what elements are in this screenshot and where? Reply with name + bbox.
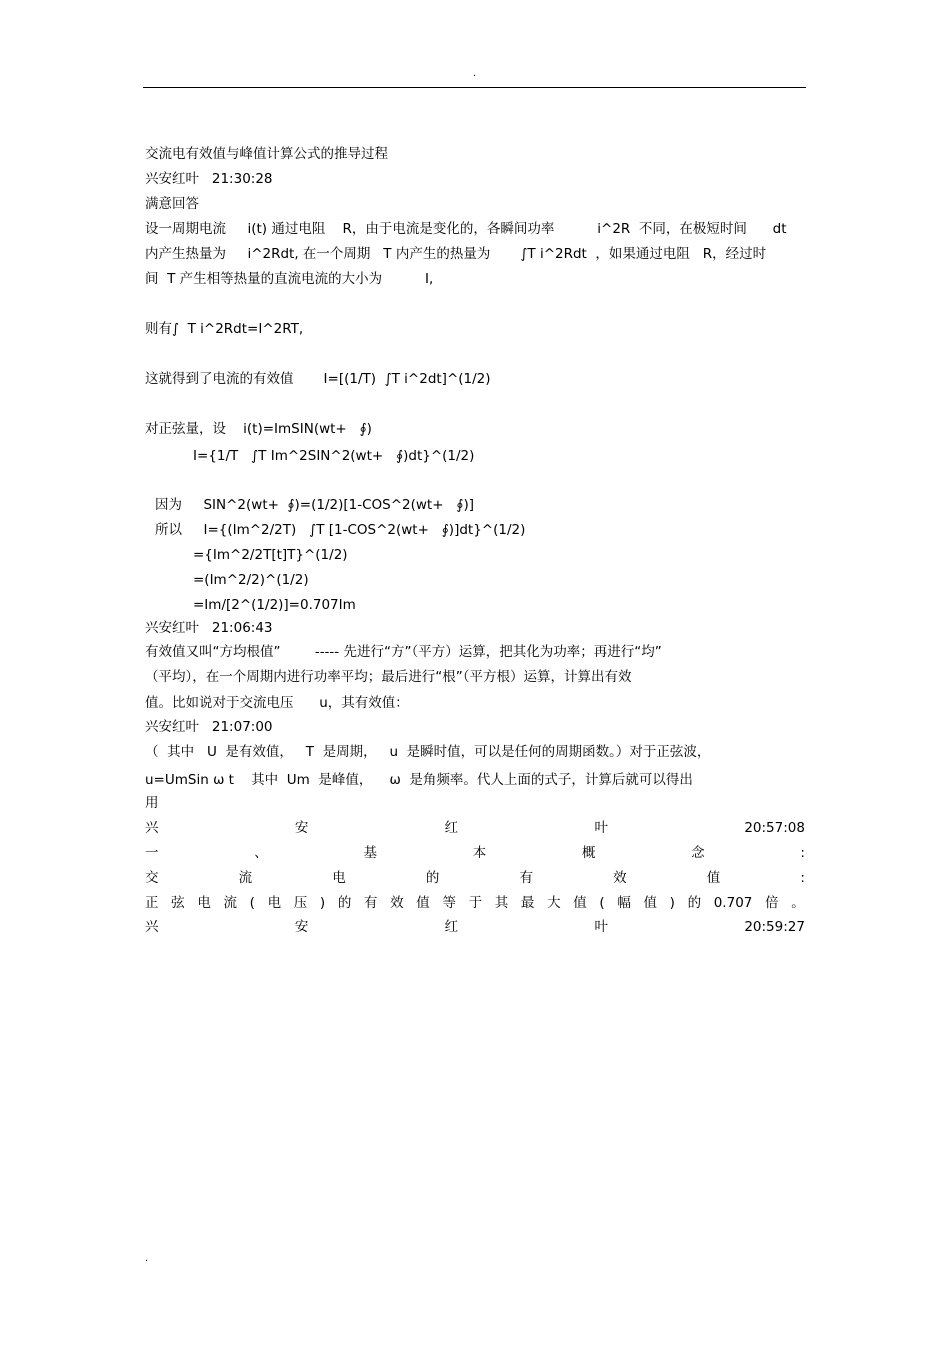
justified-token: 等 xyxy=(442,895,456,911)
formula-line: 则有∫ T i^2Rdt=I^2RT, xyxy=(145,321,304,337)
justified-token: ) xyxy=(319,895,326,911)
justified-token: 红 xyxy=(444,919,459,935)
justified-token: 压 xyxy=(293,895,308,911)
text-line: （平均），在一个周期内进行功率平均；最后进行“根”（平方根）运算，计算出有效 xyxy=(145,669,632,685)
justified-author-line xyxy=(145,819,805,837)
justified-token: 概 xyxy=(581,845,596,861)
justified-token: 安 xyxy=(294,820,309,836)
formula-line: =(Im^2/2)^(1/2) xyxy=(193,572,309,588)
justified-token: 兴 xyxy=(145,919,159,935)
document-title: 交流电有效值与峰值计算公式的推导过程 xyxy=(145,146,388,162)
justified-text-line xyxy=(145,894,805,912)
justified-token: 、 xyxy=(254,845,268,861)
text-line: 间 T 产生相等热量的直流电流的大小为 I, xyxy=(145,271,434,287)
formula-line: 因为 SIN^2(wt+ ∮)=(1/2)[1-COS^2(wt+ ∮)] xyxy=(155,497,474,513)
justified-token: 值 xyxy=(573,895,587,911)
justified-token: 值 xyxy=(416,895,430,911)
justified-token: 叶 xyxy=(594,919,608,935)
justified-token: 有 xyxy=(519,870,533,886)
justified-heading-line xyxy=(145,844,805,862)
text-line: 值。比如说对于交流电压 u，其有效值： xyxy=(145,695,409,711)
justified-token: 基 xyxy=(363,845,377,861)
justified-token: 。 xyxy=(791,895,805,911)
justified-token: 交 xyxy=(145,870,159,886)
justified-token: 效 xyxy=(613,870,627,886)
justified-token: 大 xyxy=(547,895,561,911)
justified-token: 效 xyxy=(390,895,404,911)
justified-token: 念 xyxy=(691,845,705,861)
answer-label: 满意回答 xyxy=(145,196,199,212)
justified-token: 0.707 xyxy=(713,895,753,911)
justified-token: 倍 xyxy=(765,895,779,911)
text-line: 内产生热量为 i^2Rdt, 在一个周期 T 内产生的热量为 ∫T i^2Rdt ，如果通过电阻 R，经过时 xyxy=(145,246,767,262)
justified-token: 的 xyxy=(687,895,702,911)
footer-dot: . xyxy=(145,1253,149,1264)
justified-token: 的 xyxy=(337,895,352,911)
justified-token: 其 xyxy=(494,895,509,911)
justified-token: 电 xyxy=(267,895,282,911)
author-timestamp: 兴安红叶 21:06:43 xyxy=(145,620,273,636)
text-line: 设一周期电流 i(t) 通过电阻 R，由于电流是变化的，各瞬间功率 i^2R 不同，在极短时间 dt xyxy=(145,221,787,237)
justified-token: 流 xyxy=(223,895,237,911)
formula-line: 所以 I={(Im^2/2T) ∫T [1-COS^2(wt+ ∮)]dt}^(1/2) xyxy=(155,522,526,538)
justified-token: 正 xyxy=(145,895,159,911)
justified-token: 20:57:08 xyxy=(744,820,805,836)
justified-token: 值 xyxy=(643,895,657,911)
justified-token: 的 xyxy=(425,870,440,886)
justified-token: 值 xyxy=(706,870,721,886)
justified-author-line xyxy=(145,918,805,936)
justified-token: 本 xyxy=(472,845,487,861)
justified-token: 红 xyxy=(444,820,459,836)
justified-token: 一 xyxy=(145,845,159,861)
text-line: 用 xyxy=(145,795,159,811)
justified-token: ( xyxy=(599,895,605,911)
author-timestamp: 兴安红叶 21:30:28 xyxy=(145,171,273,187)
formula-line: 对正弦量，设 i(t)=ImSIN(wt+ ∮) xyxy=(145,421,372,437)
author-timestamp: 兴安红叶 21:07:00 xyxy=(145,719,273,735)
justified-token: 幅 xyxy=(617,895,631,911)
justified-token: 叶 xyxy=(594,820,608,836)
formula-line: I={1/T ∫T Im^2SIN^2(wt+ ∮)dt}^(1/2) xyxy=(193,448,475,464)
header-rule xyxy=(143,87,806,88)
justified-token: 安 xyxy=(294,919,309,935)
justified-token: ) xyxy=(669,895,675,911)
text-line: （ 其中 U 是有效值， T 是周期， u 是瞬时值，可以是任何的周期函数。）对于正弦波， xyxy=(145,744,711,760)
text-line: 有效值又叫“方均根值” ----- 先进行“方”（平方）运算，把其化为功率；再进行“均” xyxy=(145,644,662,660)
justified-token: 兴 xyxy=(145,820,159,836)
justified-token: 最 xyxy=(520,895,535,911)
formula-line: 这就得到了电流的有效值 I=[(1/T) ∫T i^2dt]^(1/2) xyxy=(145,371,491,387)
formula-line: ={Im^2/2T[t]T}^(1/2) xyxy=(193,547,348,563)
justified-token: : xyxy=(800,870,805,886)
justified-heading-line xyxy=(145,869,805,887)
justified-token: 流 xyxy=(238,870,253,886)
header-dot: . xyxy=(473,68,477,79)
justified-token: 20:59:27 xyxy=(744,919,805,935)
justified-token: 有 xyxy=(363,895,378,911)
text-line: u=UmSin ω t 其中 Um 是峰值， ω 是角频率。代人上面的式子，计算后就可以得出 xyxy=(145,772,693,788)
justified-token: 弦 xyxy=(171,895,185,911)
justified-token: 电 xyxy=(332,870,346,886)
justified-token: 电 xyxy=(197,895,211,911)
justified-token: ( xyxy=(249,895,255,911)
justified-token: 于 xyxy=(468,895,483,911)
justified-token: : xyxy=(800,845,805,861)
formula-line: =Im/[2^(1/2)]=0.707Im xyxy=(193,597,356,613)
